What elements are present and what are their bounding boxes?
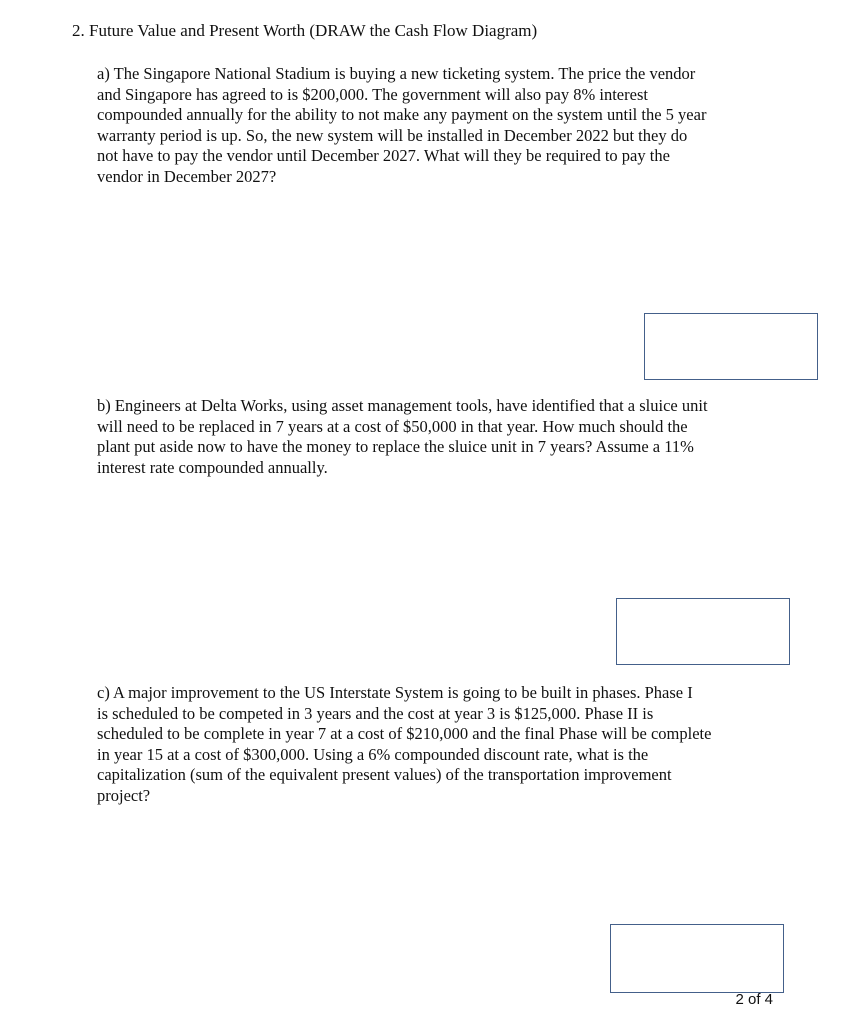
question-a-line: vendor in December 2027? xyxy=(97,166,277,186)
question-b-line: will need to be replaced in 7 years at a cost of $50,000 in that year. How much should the xyxy=(97,416,688,436)
question-a xyxy=(97,64,777,187)
question-a-line: not have to pay the vendor until December 2027. What will they be required to pay the xyxy=(97,146,670,165)
question-c-line: in year 15 at a cost of $300,000. Using a 6% compounded discount rate, what is the xyxy=(97,744,649,764)
section-heading: 2. Future Value and Present Worth (DRAW the Cash Flow Diagram) xyxy=(72,21,538,40)
question-a-line: a) The Singapore National Stadium is buying a new ticketing system. The price the vendor xyxy=(97,64,696,83)
question-c-line: project? xyxy=(97,785,151,805)
question-b-line: b) Engineers at Delta Works, using asset management tools, have identified that a sluice unit xyxy=(97,396,708,415)
question-a-line: warranty period is up. So, the new system will be installed in December 2022 but they do xyxy=(97,125,688,145)
question-a-line: compounded annually for the ability to not make any payment on the system until the 5 year xyxy=(97,105,707,124)
question-b xyxy=(97,396,777,478)
question-c-line: scheduled to be complete in year 7 at a cost of $210,000 and the final Phase will be complete xyxy=(97,724,712,743)
page-number: 2 of 4 xyxy=(735,991,773,1008)
question-c-line: is scheduled to be competed in 3 years and the cost at year 3 is $125,000. Phase II is xyxy=(97,703,654,723)
answer-box-b[interactable] xyxy=(616,598,790,665)
question-b-line: plant put aside now to have the money to replace the sluice unit in 7 years? Assume a 11% xyxy=(97,437,694,456)
question-c-line: c) A major improvement to the US Interstate System is going to be built in phases. Phase I xyxy=(97,683,693,702)
question-c-line: capitalization (sum of the equivalent present values) of the transportation improvement xyxy=(97,765,672,784)
question-a-line: and Singapore has agreed to is $200,000. The government will also pay 8% interest xyxy=(97,84,648,104)
question-b-line: interest rate compounded annually. xyxy=(97,457,328,477)
answer-box-c[interactable] xyxy=(610,924,784,993)
question-c xyxy=(97,683,777,806)
answer-box-a[interactable] xyxy=(644,313,818,380)
